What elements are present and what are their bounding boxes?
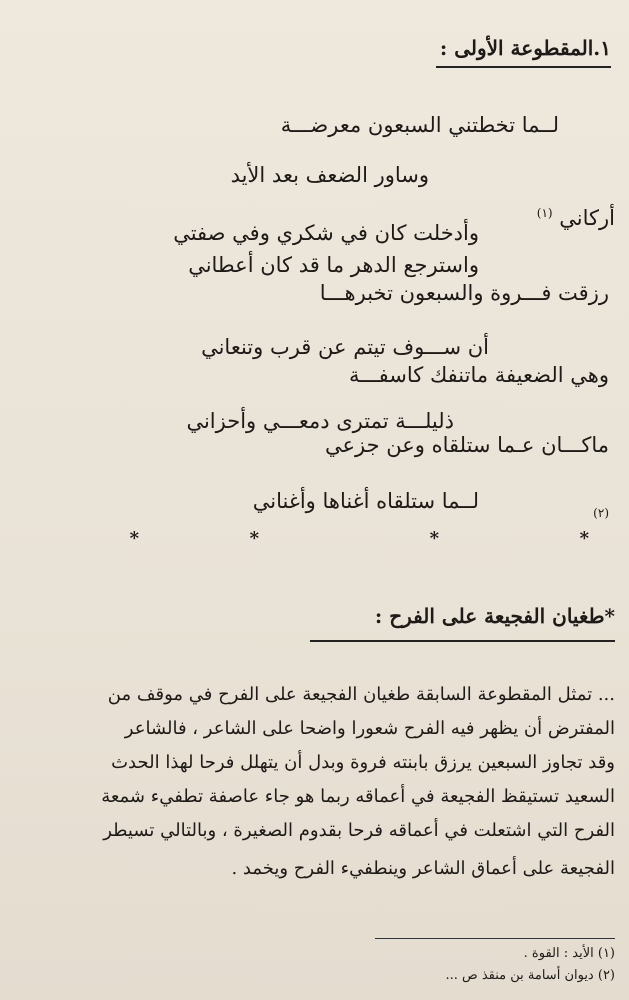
verse-line: لــما تخطتني السبعون معرضـــة [280,113,559,137]
section-title: ١.المقطوعة الأولى : [439,36,611,60]
verse-line: وساور الضعف بعد الأيد [230,163,429,187]
paragraph-line: السعيد تستيقظ الفجيعة في أعماقه ربما هو جاء عاصفة تطفيء شمعة [101,786,615,807]
verse-text: لــما ستلقاه أغناها وأغناني [252,489,479,513]
footnote-ref: (١) [536,206,553,220]
verse-line: رزقت فـــروة والسبعون تخبرهـــا [319,281,609,305]
footnote-rule [375,938,615,939]
separator-stars [69,528,589,558]
paragraph-line: ... تمثل المقطوعة السابقة طغيان الفجيعة على الفرح في موقف من [107,684,615,705]
verse-line [593,500,609,531]
verse-line: ماكـــان عـما ستلقاه وعن جزعي [324,433,609,457]
paragraph-line: الفجيعة على أعماق الشاعر وينطفيء الفرح ويخمد . [231,858,615,879]
verse-line: وأدخلت كان في شكري وفي صفتي [173,221,479,245]
separator-star: * [429,528,439,549]
verse-line: واسترجع الدهر ما قد كان أعطاني [188,253,479,277]
verse-line [253,488,479,514]
paragraph-line: وقد تجاوز السبعين يرزق بابنته فروة وبدل أن يتهلل فرحا لهذا الحدث [111,752,615,773]
section-title: *طغيان الفجيعة على الفرح : [374,604,615,628]
paragraph-line: الفرح التي اشتعلت في أعماقه فرحا بقدوم الصغيرة ، وبالتالي تسيطر [103,820,615,841]
title-underline [310,640,615,642]
separator-star: * [579,528,589,549]
footnote: (٢) ديوان أسامة بن منقذ ص ... [445,968,615,983]
separator-star: * [249,528,259,549]
footnote-ref: (٢) [593,506,609,520]
verse-line: أن ســـوف تيتم عن قرب وتنعاني [201,335,489,359]
footnote: (١) الأيد : القوة . [523,946,615,961]
paragraph-line: المفترض أن يظهر فيه الفرح شعورا واضحا على الشاعر ، فالشاعر [124,718,615,739]
title-underline [436,66,611,68]
verse-line: ذليلـــة تمترى دمعـــي وأحزاني [186,409,454,433]
verse-text: أركاني [559,206,615,230]
verse-line [537,200,615,231]
verse-line: وهي الضعيفة ماتنفك كاسفـــة [348,363,609,387]
separator-star: * [129,528,139,549]
